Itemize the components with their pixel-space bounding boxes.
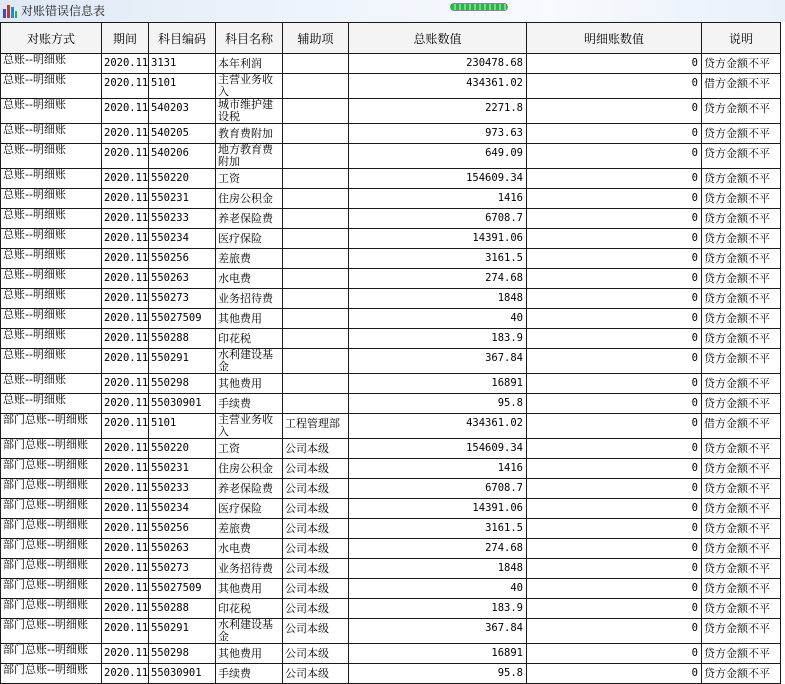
cell-method[interactable]: 总账--明细账 xyxy=(1,249,102,269)
cell-account-name[interactable]: 印花税 xyxy=(216,329,283,349)
cell-method[interactable]: 总账--明细账 xyxy=(1,269,102,289)
cell-period[interactable]: 2020.11 xyxy=(102,169,149,189)
cell-detail-value[interactable]: 0 xyxy=(527,144,702,169)
cell-note[interactable]: 贷方金额不平 xyxy=(702,439,781,459)
cell-method[interactable]: 总账--明细账 xyxy=(1,144,102,169)
cell-ledger-value[interactable]: 40 xyxy=(349,579,527,599)
cell-method[interactable]: 总账--明细账 xyxy=(1,189,102,209)
cell-method[interactable]: 总账--明细账 xyxy=(1,289,102,309)
table-row[interactable] xyxy=(1,394,781,414)
cell-ledger-value[interactable]: 367.84 xyxy=(349,619,527,644)
cell-note[interactable]: 贷方金额不平 xyxy=(702,539,781,559)
table-row[interactable] xyxy=(1,74,781,99)
table-row[interactable] xyxy=(1,124,781,144)
header-row xyxy=(1,23,781,54)
table-row[interactable] xyxy=(1,539,781,559)
cell-account-code[interactable]: 550231 xyxy=(149,189,216,209)
cell-ledger-value[interactable]: 183.9 xyxy=(349,329,527,349)
cell-aux-item[interactable]: 公司本级 xyxy=(283,579,349,599)
cell-ledger-value[interactable]: 274.68 xyxy=(349,269,527,289)
cell-detail-value[interactable]: 0 xyxy=(527,599,702,619)
cell-account-name[interactable]: 教育费附加 xyxy=(216,124,283,144)
table-row[interactable] xyxy=(1,229,781,249)
cell-period[interactable]: 2020.11 xyxy=(102,209,149,229)
table-row[interactable] xyxy=(1,289,781,309)
cell-period[interactable]: 2020.11 xyxy=(102,579,149,599)
cell-detail-value[interactable]: 0 xyxy=(527,414,702,439)
table-row[interactable] xyxy=(1,644,781,664)
cell-method[interactable]: 总账--明细账 xyxy=(1,229,102,249)
table-row[interactable] xyxy=(1,459,781,479)
cell-detail-value[interactable]: 0 xyxy=(527,189,702,209)
cell-account-code[interactable]: 5101 xyxy=(149,414,216,439)
cell-aux-item[interactable]: 公司本级 xyxy=(283,644,349,664)
cell-ledger-value[interactable]: 154609.34 xyxy=(349,169,527,189)
cell-method[interactable]: 部门总账--明细账 xyxy=(1,664,102,684)
header-col-method[interactable]: 对账方式 xyxy=(1,23,102,54)
cell-aux-item[interactable] xyxy=(283,374,349,394)
cell-account-code[interactable]: 550231 xyxy=(149,459,216,479)
table-row[interactable] xyxy=(1,99,781,124)
cell-method[interactable]: 总账--明细账 xyxy=(1,54,102,74)
progress-fill xyxy=(451,4,507,10)
cell-note[interactable]: 借方金额不平 xyxy=(702,74,781,99)
cell-aux-item[interactable] xyxy=(283,229,349,249)
cell-aux-item[interactable] xyxy=(283,289,349,309)
progress-bar xyxy=(450,3,508,11)
cell-account-code[interactable]: 550273 xyxy=(149,289,216,309)
cell-ledger-value[interactable]: 3161.5 xyxy=(349,249,527,269)
table-row[interactable] xyxy=(1,559,781,579)
cell-aux-item[interactable] xyxy=(283,249,349,269)
cell-aux-item[interactable]: 公司本级 xyxy=(283,539,349,559)
error-table xyxy=(0,22,781,684)
cell-ledger-value[interactable]: 649.09 xyxy=(349,144,527,169)
cell-account-name[interactable]: 业务招待费 xyxy=(216,559,283,579)
table-row[interactable] xyxy=(1,479,781,499)
cell-account-code[interactable]: 550288 xyxy=(149,599,216,619)
cell-ledger-value[interactable]: 434361.02 xyxy=(349,414,527,439)
cell-aux-item[interactable]: 公司本级 xyxy=(283,439,349,459)
cell-aux-item[interactable] xyxy=(283,329,349,349)
header-col-detail-value[interactable]: 明细账数值 xyxy=(527,23,702,54)
cell-account-code[interactable]: 55030901 xyxy=(149,664,216,684)
cell-method[interactable]: 部门总账--明细账 xyxy=(1,439,102,459)
cell-account-code[interactable]: 550233 xyxy=(149,479,216,499)
table-row[interactable] xyxy=(1,269,781,289)
table-row[interactable] xyxy=(1,664,781,684)
header-col-account-code[interactable]: 科目编码 xyxy=(149,23,216,54)
cell-period[interactable]: 2020.11 xyxy=(102,619,149,644)
cell-detail-value[interactable]: 0 xyxy=(527,539,702,559)
cell-note[interactable]: 贷方金额不平 xyxy=(702,599,781,619)
cell-period[interactable]: 2020.11 xyxy=(102,349,149,374)
cell-ledger-value[interactable]: 1848 xyxy=(349,559,527,579)
cell-account-name[interactable]: 主营业务收入 xyxy=(216,414,283,439)
cell-note[interactable]: 贷方金额不平 xyxy=(702,519,781,539)
cell-ledger-value[interactable]: 14391.06 xyxy=(349,229,527,249)
cell-aux-item[interactable]: 公司本级 xyxy=(283,664,349,684)
table-row[interactable] xyxy=(1,54,781,74)
cell-ledger-value[interactable]: 1416 xyxy=(349,459,527,479)
cell-note[interactable]: 贷方金额不平 xyxy=(702,169,781,189)
cell-period[interactable]: 2020.11 xyxy=(102,519,149,539)
table-row[interactable] xyxy=(1,499,781,519)
cell-aux-item[interactable]: 公司本级 xyxy=(283,459,349,479)
cell-detail-value[interactable]: 0 xyxy=(527,309,702,329)
cell-account-name[interactable]: 医疗保险 xyxy=(216,499,283,519)
cell-detail-value[interactable]: 0 xyxy=(527,54,702,74)
cell-method[interactable]: 总账--明细账 xyxy=(1,124,102,144)
cell-period[interactable]: 2020.11 xyxy=(102,539,149,559)
bar-chart-icon xyxy=(2,3,18,19)
cell-account-name[interactable]: 工资 xyxy=(216,439,283,459)
table-row[interactable] xyxy=(1,249,781,269)
cell-account-name[interactable]: 差旅费 xyxy=(216,249,283,269)
cell-method[interactable]: 部门总账--明细账 xyxy=(1,579,102,599)
cell-aux-item[interactable]: 公司本级 xyxy=(283,499,349,519)
cell-account-name[interactable]: 手续费 xyxy=(216,664,283,684)
table-row[interactable] xyxy=(1,189,781,209)
cell-account-code[interactable]: 550256 xyxy=(149,249,216,269)
cell-detail-value[interactable]: 0 xyxy=(527,289,702,309)
table-row[interactable] xyxy=(1,209,781,229)
error-grid[interactable] xyxy=(0,22,785,680)
cell-method[interactable]: 部门总账--明细账 xyxy=(1,599,102,619)
cell-account-name[interactable]: 其他费用 xyxy=(216,644,283,664)
cell-ledger-value[interactable]: 2271.8 xyxy=(349,99,527,124)
cell-detail-value[interactable]: 0 xyxy=(527,229,702,249)
cell-note[interactable]: 贷方金额不平 xyxy=(702,619,781,644)
cell-detail-value[interactable]: 0 xyxy=(527,169,702,189)
header-col-period[interactable]: 期间 xyxy=(102,23,149,54)
cell-account-code[interactable]: 550220 xyxy=(149,169,216,189)
cell-account-name[interactable]: 本年利润 xyxy=(216,54,283,74)
cell-method[interactable]: 总账--明细账 xyxy=(1,329,102,349)
cell-detail-value[interactable]: 0 xyxy=(527,124,702,144)
cell-ledger-value[interactable]: 95.8 xyxy=(349,664,527,684)
cell-note[interactable]: 贷方金额不平 xyxy=(702,189,781,209)
title-bar xyxy=(0,0,785,23)
cell-account-name[interactable]: 住房公积金 xyxy=(216,459,283,479)
cell-aux-item[interactable] xyxy=(283,124,349,144)
cell-aux-item[interactable] xyxy=(283,74,349,99)
cell-detail-value[interactable]: 0 xyxy=(527,579,702,599)
cell-detail-value[interactable]: 0 xyxy=(527,499,702,519)
cell-ledger-value[interactable]: 6708.7 xyxy=(349,479,527,499)
cell-account-name[interactable]: 住房公积金 xyxy=(216,189,283,209)
cell-period[interactable]: 2020.11 xyxy=(102,374,149,394)
cell-account-code[interactable]: 550288 xyxy=(149,329,216,349)
cell-period[interactable]: 2020.11 xyxy=(102,664,149,684)
table-row[interactable] xyxy=(1,519,781,539)
cell-account-code[interactable]: 550220 xyxy=(149,439,216,459)
cell-account-name[interactable]: 水电费 xyxy=(216,539,283,559)
cell-ledger-value[interactable]: 973.63 xyxy=(349,124,527,144)
cell-aux-item[interactable]: 公司本级 xyxy=(283,519,349,539)
cell-ledger-value[interactable]: 40 xyxy=(349,309,527,329)
header-col-ledger-value[interactable]: 总账数值 xyxy=(349,23,527,54)
cell-method[interactable]: 部门总账--明细账 xyxy=(1,479,102,499)
cell-ledger-value[interactable]: 95.8 xyxy=(349,394,527,414)
cell-detail-value[interactable]: 0 xyxy=(527,559,702,579)
cell-note[interactable]: 贷方金额不平 xyxy=(702,124,781,144)
cell-method[interactable]: 总账--明细账 xyxy=(1,209,102,229)
cell-period[interactable]: 2020.11 xyxy=(102,249,149,269)
cell-account-name[interactable]: 手续费 xyxy=(216,394,283,414)
cell-account-code[interactable]: 550273 xyxy=(149,559,216,579)
table-row[interactable] xyxy=(1,309,781,329)
cell-note[interactable]: 贷方金额不平 xyxy=(702,309,781,329)
cell-account-code[interactable]: 550263 xyxy=(149,269,216,289)
cell-detail-value[interactable]: 0 xyxy=(527,99,702,124)
cell-method[interactable]: 总账--明细账 xyxy=(1,394,102,414)
cell-account-code[interactable]: 550291 xyxy=(149,619,216,644)
cell-account-code[interactable]: 3131 xyxy=(149,54,216,74)
table-row[interactable] xyxy=(1,619,781,644)
cell-aux-item[interactable]: 工程管理部 xyxy=(283,414,349,439)
cell-note[interactable]: 贷方金额不平 xyxy=(702,99,781,124)
cell-ledger-value[interactable]: 434361.02 xyxy=(349,74,527,99)
cell-note[interactable]: 贷方金额不平 xyxy=(702,269,781,289)
cell-account-name[interactable]: 水利建设基金 xyxy=(216,619,283,644)
cell-account-name[interactable]: 水利建设基金 xyxy=(216,349,283,374)
cell-note[interactable]: 贷方金额不平 xyxy=(702,349,781,374)
cell-account-code[interactable]: 550291 xyxy=(149,349,216,374)
cell-method[interactable]: 部门总账--明细账 xyxy=(1,619,102,644)
cell-ledger-value[interactable]: 14391.06 xyxy=(349,499,527,519)
cell-account-code[interactable]: 540203 xyxy=(149,99,216,124)
cell-aux-item[interactable] xyxy=(283,309,349,329)
cell-period[interactable]: 2020.11 xyxy=(102,229,149,249)
cell-method[interactable]: 部门总账--明细账 xyxy=(1,539,102,559)
cell-account-code[interactable]: 5101 xyxy=(149,74,216,99)
cell-ledger-value[interactable]: 274.68 xyxy=(349,539,527,559)
cell-account-code[interactable]: 540206 xyxy=(149,144,216,169)
cell-period[interactable]: 2020.11 xyxy=(102,599,149,619)
cell-method[interactable]: 总账--明细账 xyxy=(1,374,102,394)
cell-account-code[interactable]: 550298 xyxy=(149,374,216,394)
table-row[interactable] xyxy=(1,439,781,459)
cell-detail-value[interactable]: 0 xyxy=(527,644,702,664)
cell-period[interactable]: 2020.11 xyxy=(102,124,149,144)
table-row[interactable] xyxy=(1,579,781,599)
cell-account-code[interactable]: 55027509 xyxy=(149,309,216,329)
cell-ledger-value[interactable]: 6708.7 xyxy=(349,209,527,229)
cell-ledger-value[interactable]: 3161.5 xyxy=(349,519,527,539)
cell-account-code[interactable]: 550263 xyxy=(149,539,216,559)
cell-period[interactable]: 2020.11 xyxy=(102,414,149,439)
cell-account-code[interactable]: 55027509 xyxy=(149,579,216,599)
cell-aux-item[interactable] xyxy=(283,349,349,374)
cell-detail-value[interactable]: 0 xyxy=(527,519,702,539)
cell-period[interactable]: 2020.11 xyxy=(102,644,149,664)
cell-note[interactable]: 贷方金额不平 xyxy=(702,54,781,74)
cell-detail-value[interactable]: 0 xyxy=(527,394,702,414)
cell-ledger-value[interactable]: 1416 xyxy=(349,189,527,209)
cell-method[interactable]: 总账--明细账 xyxy=(1,169,102,189)
cell-detail-value[interactable]: 0 xyxy=(527,664,702,684)
cell-period[interactable]: 2020.11 xyxy=(102,144,149,169)
cell-account-name[interactable]: 水电费 xyxy=(216,269,283,289)
cell-account-name[interactable]: 其他费用 xyxy=(216,374,283,394)
cell-account-name[interactable]: 工资 xyxy=(216,169,283,189)
cell-account-name[interactable]: 地方教育费附加 xyxy=(216,144,283,169)
cell-aux-item[interactable]: 公司本级 xyxy=(283,619,349,644)
cell-aux-item[interactable] xyxy=(283,269,349,289)
cell-note[interactable]: 借方金额不平 xyxy=(702,414,781,439)
cell-method[interactable]: 总账--明细账 xyxy=(1,99,102,124)
cell-method[interactable]: 部门总账--明细账 xyxy=(1,644,102,664)
cell-note[interactable]: 贷方金额不平 xyxy=(702,249,781,269)
cell-aux-item[interactable] xyxy=(283,209,349,229)
cell-detail-value[interactable]: 0 xyxy=(527,209,702,229)
cell-aux-item[interactable]: 公司本级 xyxy=(283,479,349,499)
cell-note[interactable]: 贷方金额不平 xyxy=(702,559,781,579)
cell-account-name[interactable]: 业务招待费 xyxy=(216,289,283,309)
cell-period[interactable]: 2020.11 xyxy=(102,479,149,499)
cell-account-name[interactable]: 其他费用 xyxy=(216,309,283,329)
cell-aux-item[interactable] xyxy=(283,394,349,414)
grid-body xyxy=(1,54,781,684)
cell-period[interactable]: 2020.11 xyxy=(102,329,149,349)
header-col-note[interactable]: 说明 xyxy=(702,23,781,54)
cell-ledger-value[interactable]: 183.9 xyxy=(349,599,527,619)
cell-method[interactable]: 总账--明细账 xyxy=(1,74,102,99)
cell-period[interactable]: 2020.11 xyxy=(102,189,149,209)
header-col-aux-item[interactable]: 辅助项 xyxy=(283,23,349,54)
cell-aux-item[interactable] xyxy=(283,189,349,209)
cell-method[interactable]: 总账--明细账 xyxy=(1,309,102,329)
cell-detail-value[interactable]: 0 xyxy=(527,619,702,644)
window-title: 对账错误信息表 xyxy=(21,4,106,18)
cell-account-name[interactable]: 其他费用 xyxy=(216,579,283,599)
cell-period[interactable]: 2020.11 xyxy=(102,499,149,519)
cell-account-name[interactable]: 主营业务收入 xyxy=(216,74,283,99)
cell-note[interactable]: 贷方金额不平 xyxy=(702,144,781,169)
cell-aux-item[interactable]: 公司本级 xyxy=(283,599,349,619)
cell-ledger-value[interactable]: 367.84 xyxy=(349,349,527,374)
cell-period[interactable]: 2020.11 xyxy=(102,269,149,289)
cell-note[interactable]: 贷方金额不平 xyxy=(702,394,781,414)
table-row[interactable] xyxy=(1,414,781,439)
cell-account-name[interactable]: 养老保险费 xyxy=(216,209,283,229)
cell-method[interactable]: 总账--明细账 xyxy=(1,349,102,374)
cell-note[interactable]: 贷方金额不平 xyxy=(702,289,781,309)
cell-ledger-value[interactable]: 16891 xyxy=(349,374,527,394)
cell-detail-value[interactable]: 0 xyxy=(527,329,702,349)
cell-period[interactable]: 2020.11 xyxy=(102,74,149,99)
cell-method[interactable]: 部门总账--明细账 xyxy=(1,499,102,519)
cell-detail-value[interactable]: 0 xyxy=(527,479,702,499)
cell-note[interactable]: 贷方金额不平 xyxy=(702,209,781,229)
cell-note[interactable]: 贷方金额不平 xyxy=(702,229,781,249)
cell-note[interactable]: 贷方金额不平 xyxy=(702,459,781,479)
cell-account-name[interactable]: 医疗保险 xyxy=(216,229,283,249)
cell-period[interactable]: 2020.11 xyxy=(102,54,149,74)
table-row[interactable] xyxy=(1,599,781,619)
cell-account-code[interactable]: 540205 xyxy=(149,124,216,144)
cell-detail-value[interactable]: 0 xyxy=(527,249,702,269)
cell-note[interactable]: 贷方金额不平 xyxy=(702,499,781,519)
cell-ledger-value[interactable]: 16891 xyxy=(349,644,527,664)
table-row[interactable] xyxy=(1,144,781,169)
cell-account-code[interactable]: 55030901 xyxy=(149,394,216,414)
cell-account-name[interactable]: 养老保险费 xyxy=(216,479,283,499)
table-row[interactable] xyxy=(1,169,781,189)
cell-aux-item[interactable] xyxy=(283,99,349,124)
table-row[interactable] xyxy=(1,329,781,349)
cell-aux-item[interactable]: 公司本级 xyxy=(283,559,349,579)
cell-account-name[interactable]: 印花税 xyxy=(216,599,283,619)
cell-ledger-value[interactable]: 230478.68 xyxy=(349,54,527,74)
cell-period[interactable]: 2020.11 xyxy=(102,394,149,414)
cell-aux-item[interactable] xyxy=(283,54,349,74)
cell-detail-value[interactable]: 0 xyxy=(527,374,702,394)
table-row[interactable] xyxy=(1,374,781,394)
cell-method[interactable]: 部门总账--明细账 xyxy=(1,519,102,539)
cell-period[interactable]: 2020.11 xyxy=(102,309,149,329)
cell-ledger-value[interactable]: 1848 xyxy=(349,289,527,309)
cell-aux-item[interactable] xyxy=(283,169,349,189)
cell-detail-value[interactable]: 0 xyxy=(527,349,702,374)
cell-detail-value[interactable]: 0 xyxy=(527,269,702,289)
cell-period[interactable]: 2020.11 xyxy=(102,99,149,124)
cell-period[interactable]: 2020.11 xyxy=(102,289,149,309)
cell-account-name[interactable]: 差旅费 xyxy=(216,519,283,539)
cell-note[interactable]: 贷方金额不平 xyxy=(702,329,781,349)
cell-note[interactable]: 贷方金额不平 xyxy=(702,664,781,684)
cell-method[interactable]: 部门总账--明细账 xyxy=(1,559,102,579)
cell-method[interactable]: 部门总账--明细账 xyxy=(1,459,102,479)
cell-detail-value[interactable]: 0 xyxy=(527,74,702,99)
cell-method[interactable]: 部门总账--明细账 xyxy=(1,414,102,439)
cell-account-code[interactable]: 550256 xyxy=(149,519,216,539)
cell-note[interactable]: 贷方金额不平 xyxy=(702,644,781,664)
cell-ledger-value[interactable]: 154609.34 xyxy=(349,439,527,459)
cell-account-code[interactable]: 550234 xyxy=(149,499,216,519)
cell-account-code[interactable]: 550298 xyxy=(149,644,216,664)
cell-account-code[interactable]: 550233 xyxy=(149,209,216,229)
cell-period[interactable]: 2020.11 xyxy=(102,559,149,579)
cell-detail-value[interactable]: 0 xyxy=(527,459,702,479)
cell-note[interactable]: 贷方金额不平 xyxy=(702,579,781,599)
cell-period[interactable]: 2020.11 xyxy=(102,439,149,459)
cell-aux-item[interactable] xyxy=(283,144,349,169)
cell-account-code[interactable]: 550234 xyxy=(149,229,216,249)
cell-detail-value[interactable]: 0 xyxy=(527,439,702,459)
cell-period[interactable]: 2020.11 xyxy=(102,459,149,479)
cell-account-name[interactable]: 城市维护建设税 xyxy=(216,99,283,124)
cell-note[interactable]: 贷方金额不平 xyxy=(702,479,781,499)
table-row[interactable] xyxy=(1,349,781,374)
cell-note[interactable]: 贷方金额不平 xyxy=(702,374,781,394)
header-col-account-name[interactable]: 科目名称 xyxy=(216,23,283,54)
